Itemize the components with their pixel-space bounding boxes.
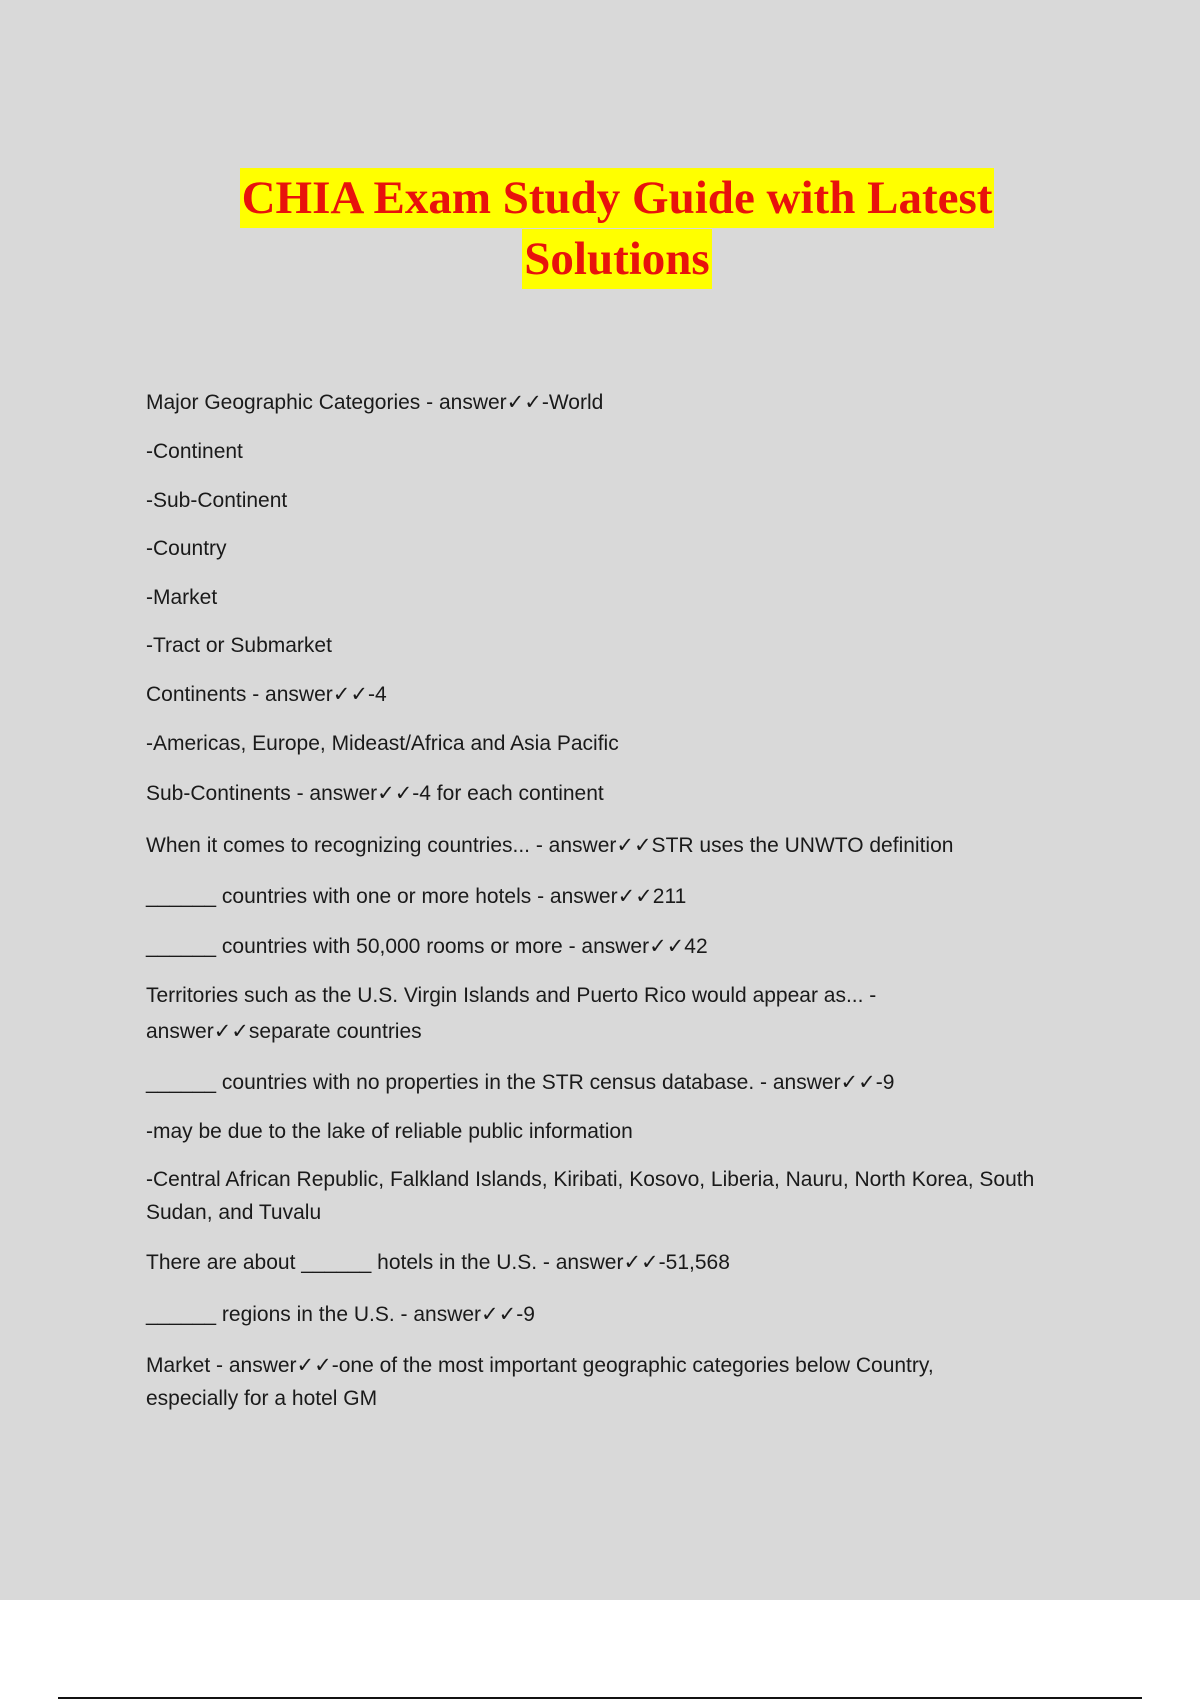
text-line: Major Geographic Categories - answer✓✓-World: [146, 391, 604, 414]
text-line: -may be due to the lake of reliable public information: [146, 1120, 633, 1143]
text-line: -Market: [146, 586, 218, 609]
footer-divider: [58, 1697, 1142, 1699]
text-line: When it comes to recognizing countries... - answer✓✓STR uses the UNWTO definition: [146, 834, 954, 857]
text-line: -Continent: [146, 440, 243, 463]
text-line: -Sub-Continent: [146, 489, 288, 512]
text-line: Sub-Continents - answer✓✓-4 for each continent: [146, 782, 604, 805]
title-line-2: Solutions: [522, 229, 711, 289]
text-line: -Central African Republic, Falkland Islands, Kiribati, Kosovo, Liberia, Nauru, North Korea, South: [146, 1168, 1035, 1191]
text-line: ______ regions in the U.S. - answer✓✓-9: [146, 1303, 535, 1326]
text-line: especially for a hotel GM: [146, 1387, 378, 1410]
title-line-1: CHIA Exam Study Guide with Latest: [240, 168, 995, 228]
text-line: Territories such as the U.S. Virgin Islands and Puerto Rico would appear as... -: [146, 984, 877, 1007]
text-line: Sudan, and Tuvalu: [146, 1201, 322, 1224]
text-line: -Tract or Submarket: [146, 634, 332, 657]
document-title: [0, 168, 1200, 290]
text-line: -Country: [146, 537, 227, 560]
text-line: answer✓✓separate countries: [146, 1020, 422, 1043]
text-line: ______ countries with one or more hotels - answer✓✓211: [146, 885, 687, 908]
text-line: -Americas, Europe, Mideast/Africa and Asia Pacific: [146, 732, 619, 755]
text-line: ______ countries with 50,000 rooms or more - answer✓✓42: [146, 935, 708, 958]
text-line: There are about ______ hotels in the U.S. - answer✓✓-51,568: [146, 1251, 730, 1274]
text-line: ______ countries with no properties in the STR census database. - answer✓✓-9: [146, 1071, 895, 1094]
text-line: Continents - answer✓✓-4: [146, 683, 387, 706]
text-line: Market - answer✓✓-one of the most important geographic categories below Country,: [146, 1354, 934, 1377]
